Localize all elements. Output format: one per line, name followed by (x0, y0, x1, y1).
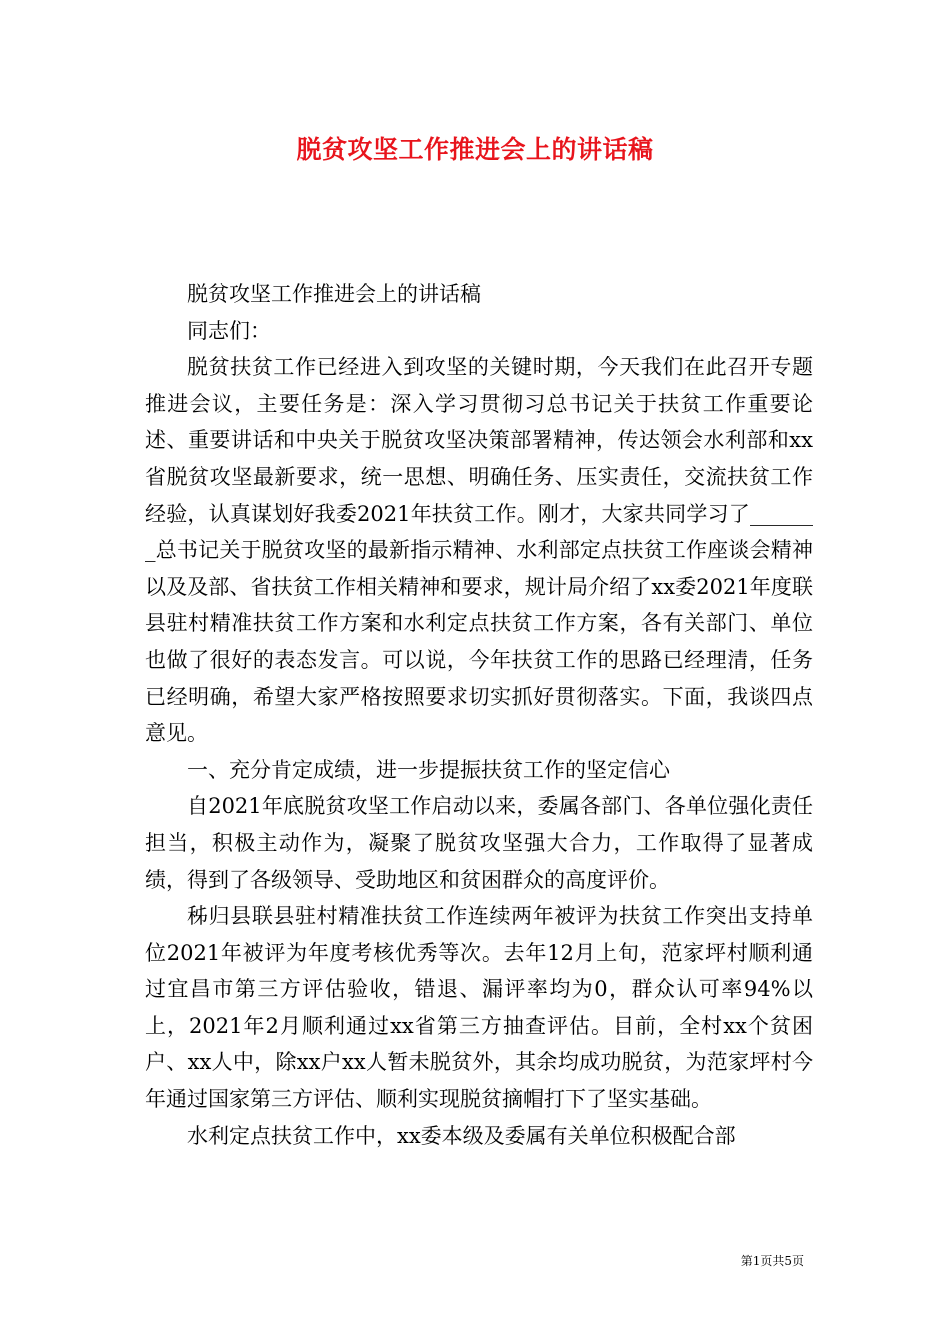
paragraph-intro: 脱贫扶贫工作已经进入到攻坚的关键时期，今天我们在此召开专题推进会议，主要任务是：深入学习贯彻习总书记关于扶贫工作重要论述、重要讲话和中央关于脱贫攻坚决策部署精神，传达领会水利部和xx省脱贫攻坚最新要求，统一思想、明确任务、压实责任，交流扶贫工作经验，认真谋划好我委2021年扶贫工作。刚才，大家共同学习了_______总书记关于脱贫攻坚的最新指示精神、水利部定点扶贫工作座谈会精神以及及部、省扶贫工作相关精神和要求，规计局介绍了xx委2021年度联县驻村精准扶贫工作方案和水利定点扶贫工作方案，各有关部门、单位也做了很好的表态发言。可以说，今年扶贫工作的思路已经理清，任务已经明确，希望大家严格按照要求切实抓好贯彻落实。下面，我谈四点意见。 (145, 355, 813, 746)
paragraph-water-conservancy: 水利定点扶贫工作中，xx委本级及委属有关单位积极配合部 (187, 1123, 736, 1148)
paragraph-zigui: 秭归县联县驻村精准扶贫工作连续两年被评为扶贫工作突出支持单位2021年被评为年度考核优秀等次。去年12月上旬，范家坪村顺利通过宜昌市第三方评估验收，错退、漏评率均为0，群众认可率94%以上，2021年2月顺利通过xx省第三方抽查评估。目前，全村xx个贫困户、xx人中，除xx户xx人暂未脱贫外，其余均成功脱贫，为范家坪村今年通过国家第三方评估、顺利实现脱贫摘帽打下了坚实基础。 (145, 904, 813, 1112)
paragraph-subtitle: 脱贫攻坚工作推进会上的讲话稿 (187, 282, 481, 306)
section-heading-1: 一、充分肯定成绩，进一步提振扶贫工作的坚定信心 (187, 757, 670, 782)
page-number: 第1页共5页 (740, 1254, 804, 1268)
document-title: 脱贫攻坚工作推进会上的讲话稿 (296, 135, 654, 164)
paragraph-achievements: 自2021年底脱贫攻坚工作启动以来，委属各部门、各单位强化责任担当，积极主动作为，凝聚了脱贫攻坚强大合力，工作取得了显著成绩，得到了各级领导、受助地区和贫困群众的高度评价。 (145, 794, 813, 892)
document-body (145, 276, 813, 1154)
paragraph-salutation: 同志们： (187, 318, 271, 343)
